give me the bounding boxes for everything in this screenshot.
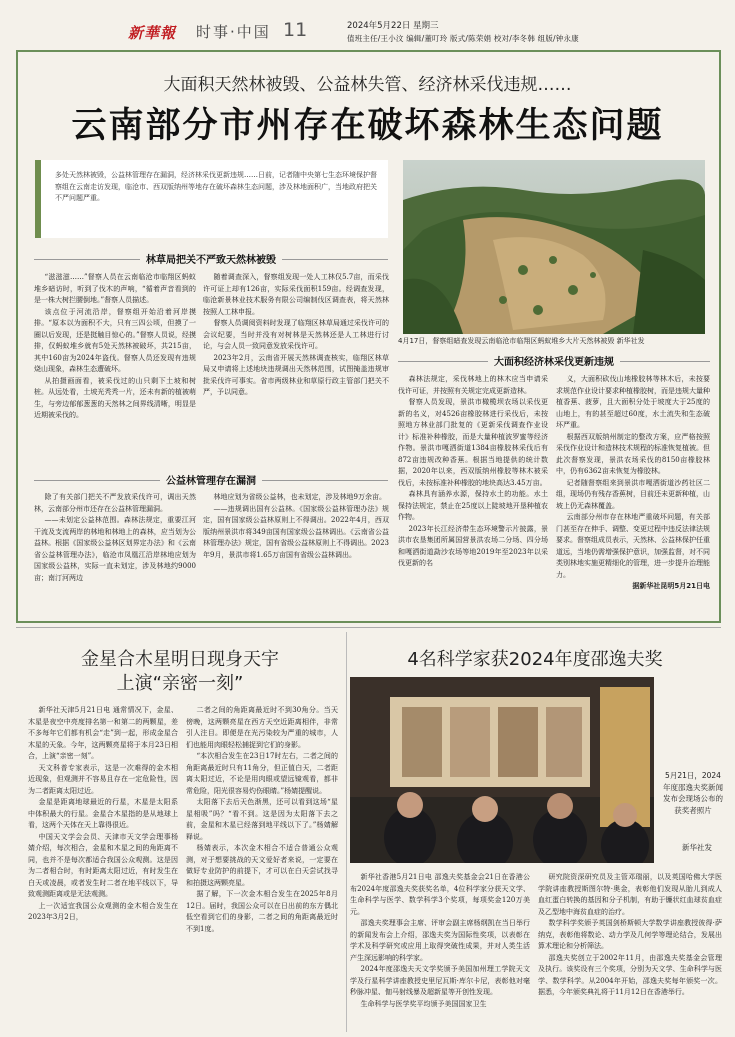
- paragraph: 太阳落下去后天色渐黑，还可以看到这场“星星相吸”吗？“看不到。这是因为太阳落下去之前，金星和木星已经落到地平线以下了。”杨婧解释说。: [186, 798, 338, 841]
- paragraph: 上一次适宜我国公众观测的金木相合发生在2023年3月2日，: [28, 901, 178, 921]
- subhead-text: 公益林管理存在漏洞: [160, 476, 262, 487]
- page-number: 11: [283, 19, 308, 41]
- section-name: 时事·中国: [196, 23, 271, 41]
- deforestation-photo: [403, 160, 705, 334]
- paragraph: 2023年长江经济带生态环境警示片披露，景洪市农垦集团所属国营景洪农场二分场、四分场和嘎洒街道勐沙农场等地2019年至2023年以采伐更新的名: [398, 524, 548, 567]
- dateline: 2024年5月22日 星期三: [347, 21, 439, 31]
- paragraph: 根据西双版纳州制定的整改方案，应严格按照采伐作业设计和造林技术规程的标准恢复植被。但此次督察发现，景洪农场采伐的8150亩橡胶林中，仍有6362亩未恢复为橡胶林。: [556, 432, 710, 475]
- section3-column-1: [398, 374, 548, 616]
- paragraph: 天文科普专家表示，这是一次难得的金木相近现象，但观测并不容易且存在一定危险性，因为二者距离太阳过近。: [28, 763, 178, 795]
- subhead-grassland-bureau: [34, 251, 388, 267]
- paragraph: 从拍摄画面看，被采伐过的山只剩下土坡和树桩。从远处看，土坡光秃秃一片，还未有新的植被萌生，与旁边郁郁葱葱的天然林之间界线清晰，明显是近期被采伐的。: [34, 376, 196, 419]
- paragraph: “本次相合发生在23日17时左右，二者之间的角距离最近时只有11角分，但正值白天，二者距离太阳过近，不论是用肉眼或望远镜观看，都非常危险，阳光很容易灼伤眼睛。”杨婧提醒说。: [186, 752, 338, 795]
- venus-jupiter-headline: 金星合木星明日现身天宇 上演“亲密一刻”: [81, 649, 279, 694]
- story3-column-2: [538, 872, 722, 1030]
- paragraph: 数学科学奖颁予英国剑桥斯顿大学数学讲座教授彼得·萨纳克，表彰他将数论、动力学及几何学等理论结合，发展出算术理论和分析筛法。: [538, 919, 722, 950]
- subhead-public-forest: [34, 472, 388, 488]
- section3-column-2: [556, 374, 710, 616]
- paragraph: 中国天文学会会员、天津市天文学会理事杨婧介绍，每次相合，金星和木星之间的角距离不同，也并不是每次都适合我国公众观测。这是因为二者相合时，有时距离太阳过近，有时发生在白天或凌晨，或者发生时二者在地平线以下，导致观测距离或是无法观测。: [28, 832, 178, 898]
- masthead: [0, 0, 735, 44]
- subhead-text: 大面积经济林采伐更新违规: [488, 357, 620, 368]
- photo-credit: 新华社发: [682, 843, 712, 852]
- paragraph: ——未划定公益林范围。森林法规定，重要江河干流及支流两岸的林地和林地上的森林，应当划为公益林。根据《国家级公益林区划界定办法》和《云南省公益林管理办法》，临沧市凤凰江沿岸林地应划为国家级公益林，实际一直未划定，涉及林地约9000亩；南汀河两边: [34, 516, 196, 582]
- paragraph: 二者之间的角距离最近时不到30角分。当天傍晚，这两颗亮星在西方天空近距离相伴，非常引人注目。即便是在光污染较为严重的城市，人们也能用肉眼轻松捕捉到它们的身影。: [186, 706, 338, 749]
- section2-column-1: [34, 492, 196, 616]
- paragraph: 新华社香港5月21日电 邵逸夫奖基金会21日在香港公布2024年度邵逸夫奖获奖名单，4位科学家分获天文学、生命科学与医学、数学科学3个奖项，每项奖金120万美元。: [350, 873, 530, 916]
- newspaper-logo: 新華報: [128, 24, 177, 42]
- story3-column-1: [350, 872, 530, 1030]
- paragraph: 邵逸夫奖理事会主席、评审会副主席杨纲凯在当日举行的新闻发布会上介绍，邵逸夫奖为国际性奖项，以表彰在学术及科学研究或应用上取得突破性成果，并对人类生活产生深远影响的科学家。: [350, 919, 530, 962]
- section1-column-1: [34, 272, 196, 464]
- paragraph: 林地应划为省级公益林，也未划定，涉及林地9万余亩。: [213, 493, 386, 501]
- paragraph: 督察人员调阅资料时发现了临翔区林草局通过采伐许可的会议纪要，当时并没有对树林是天然林还是人工林进行讨论，与会人员一致同意发放采伐许可。: [203, 319, 389, 350]
- paragraph: 生命科学与医学奖平均颁予美国国家卫生: [360, 999, 487, 1008]
- dateline-signoff: 据新华社昆明5月21日电: [632, 582, 710, 590]
- section1-column-2: [203, 272, 389, 464]
- paragraph: 2023年2月，云南省开展天然林调查核实，临翔区林草局又申请将上述地块违规调出天然林范围，试图掩盖违规审批采伐许可事实。省市两级林业和草原行政主管部门把关不严，予以同意。: [203, 353, 389, 396]
- shaw-prize-photo: [350, 677, 654, 863]
- staff-credits: 值班主任/王小汶 编辑/董叮玲 版式/陈荣娟 校对/李冬韩 组版/钟永康: [347, 34, 579, 43]
- lead-summary: 多处天然林被毁，公益林管理存在漏洞，经济林采伐更新违规……日前，记者随中央第七生态环境保护督察组在云南走访发现，临沧市、西双版纳州等地存在破坏森林生态问题，涉及林地面积广，当地政府把关不严问题严重。: [35, 160, 388, 238]
- story2-column-1: [28, 705, 178, 1030]
- section2-column-2: [203, 492, 389, 616]
- subhead-text: 林草局把关不严致天然林被毁: [140, 255, 282, 266]
- press-conference-image: [350, 677, 654, 863]
- horizontal-divider: [16, 627, 721, 628]
- paragraph: 森林法规定，采伐林地上的林木应当申请采伐许可证，并按照有关规定完成更新造林。: [398, 375, 548, 395]
- paragraph: 2024年度邵逸夫天文学奖颁予美国加州理工学院天文学及行星科学讲座教授史里尼瓦斯·库尔卡尼，表彰他对毫秒脉冲星、伽马射线暴及超新星等开创性发现。: [350, 965, 530, 996]
- lead-kicker: 大面积天然林被毁、公益林失管、经济林采伐违规……: [163, 75, 572, 95]
- paragraph: 记者随督察组来到景洪市嘎洒街道沙药社区二组，现场仍有残存香蕉树，目前还未更新种植，山坡上仍无森林覆盖。: [556, 478, 710, 510]
- vertical-divider: [346, 632, 347, 1032]
- paragraph: 研究院资深研究员及主管邓瑞丽，以及英国哈佛大学医学院讲座教授斯图尔特·奥金，表彰他们发现从胎儿到成人血红蛋白转换的基因和分子机制，有助于镰状红血球贫血症及乙型地中海贫血症的治疗。: [538, 873, 722, 916]
- paragraph: 该点位于河流沿岸，督察组开始沿着河岸摸排。“原本以为面积不大，只有三四公顷，但摸了一圈以后发现，还是挺触目惊心的。”督察人员说，经摸排，仅蚂蚁堆乡就有5处天然林被破坏，共215亩，其中160亩为2024年盗伐。督察人员还发现有违规烧山现象，森林生态遭破坏。: [34, 307, 196, 373]
- paragraph: 随着调查深入，督察组发现一处人工林仅5.7亩，而采伐许可证上却有126亩，实际采伐面积159亩。经调查发现，临沧新景林业技术服务有限公司编制伐区调查表，将天然林按照人工林申报。: [203, 273, 389, 316]
- story2-column-2: [186, 705, 338, 1030]
- paragraph: 义，大面积砍伐山地橡胶林等林木后，未按要求规范作业设计要求种植橡胶树，而是违规大量种植香蕉、菠萝，且大面积分处于坡度大于25度的山地上，有的甚至超过60度，水土流失和生态破坏严重。: [556, 375, 710, 429]
- paragraph: “滋滋滋……”督察人员在云南临沧市临翔区蚂蚁堆乡暗访时，听到了伐木的声响，“循着声音看到的是一株大树拦腰倒地。”督察人员描述。: [34, 273, 196, 304]
- paragraph: 督察人员发现，景洪市橄榄坝农场以采伐更新的名义，对4526亩橡胶林进行采伐后，未按照地方林业部门批复的《更新采伐调查作业设计》标准补种橡胶，而是大量种植波罗蜜等经济作物。景洪市嘎洒街道1384亩橡胶林采伐后有872亩违规改种香蕉。根据当地提供的统计数据，2020年以来，西双版纳州橡胶等林木被采伐后，未按标准补种橡胶的地块高达3.45万亩。: [398, 398, 548, 487]
- paragraph: 除了有关部门把关不严发放采伐许可，调出天然林，云南部分州市还存在公益林管理漏洞。: [34, 493, 196, 513]
- paragraph: 据了解，下一次金木相合发生在2025年8月12日。届时，我国公众可以在日出前的东方偶北低空看到它们的身影，二者之间的角距离最近时不到1度。: [186, 890, 338, 933]
- paragraph: ——违规调出国有公益林。《国家级公益林管理办法》规定，国有国家级公益林原则上不得调出。2022年4月，西双版纳州景洪市将349亩国有国家级公益林调出。《云南省公益林管理办法》规定，国有省级公益林原则上不得调出。2023年9月，景洪市将1.65万亩国有省级公益林调出。: [203, 504, 389, 559]
- photo-caption: 5月21日，2024年度邵逸夫奖新闻发布会现场公布的获奖者照片: [663, 771, 723, 815]
- subhead-economic-forest: [398, 353, 710, 369]
- paragraph: 邵逸夫奖创立于2002年11月，由邵逸夫奖基金会管理及执行。该奖设有三个奖项，分别为天文学、生命科学与医学、数学科学。从2004年开始，邵逸夫奖每年颁奖一次。据悉，今年颁奖典礼将于11月12日在香港举行。: [538, 953, 722, 996]
- lead-headline: 云南部分市州存在破坏森林生态问题: [71, 105, 664, 146]
- shaw-prize-headline: 4名科学家获2024年度邵逸夫奖: [407, 649, 663, 670]
- paragraph: 森林具有涵养水源，保持水土的功能。水土保持法规定，禁止在25度以上陡坡地开垦种植农作物。: [398, 490, 548, 521]
- paragraph: 金星是距离地球最近的行星，木星是太阳系中体积最大的行星。金星合木星指的是从地球上看，这两个天体在天上靠得很近。: [28, 798, 178, 829]
- paragraph: 新华社天津5月21日电 通常情况下，金星、木星是夜空中亮度排名第一和第二的两颗星，差不多每年它们都有机会“走”到一起，形成金星合木星的天象。今年，这两颗亮星将于本月23日相合，上演“亲密一刻”。: [28, 706, 178, 760]
- paragraph: 杨婧表示，本次金木相合不适合普通公众观测，对于想要挑战的天文爱好者来说，一定要在做好专业防护的前提下，才可以在白天尝试找寻和拍摄这两颗亮星。: [186, 844, 338, 887]
- paragraph: 云南部分州市存在林地严重破坏问题，有关部门甚至存在伸手、调整、变更过程中违反法律法规要求。督察组成员表示，天然林、公益林保护任重道远，当地仍需增强保护意识，加强监督，对不同类别林地实施更精细化的管理，进一步提升治理能力。: [556, 513, 710, 579]
- photo-caption: 4月17日，督察组暗查发现云南临沧市临翔区蚂蚁堆乡大片天然林被毁 新华社发: [398, 337, 645, 345]
- deforestation-image: [403, 160, 705, 334]
